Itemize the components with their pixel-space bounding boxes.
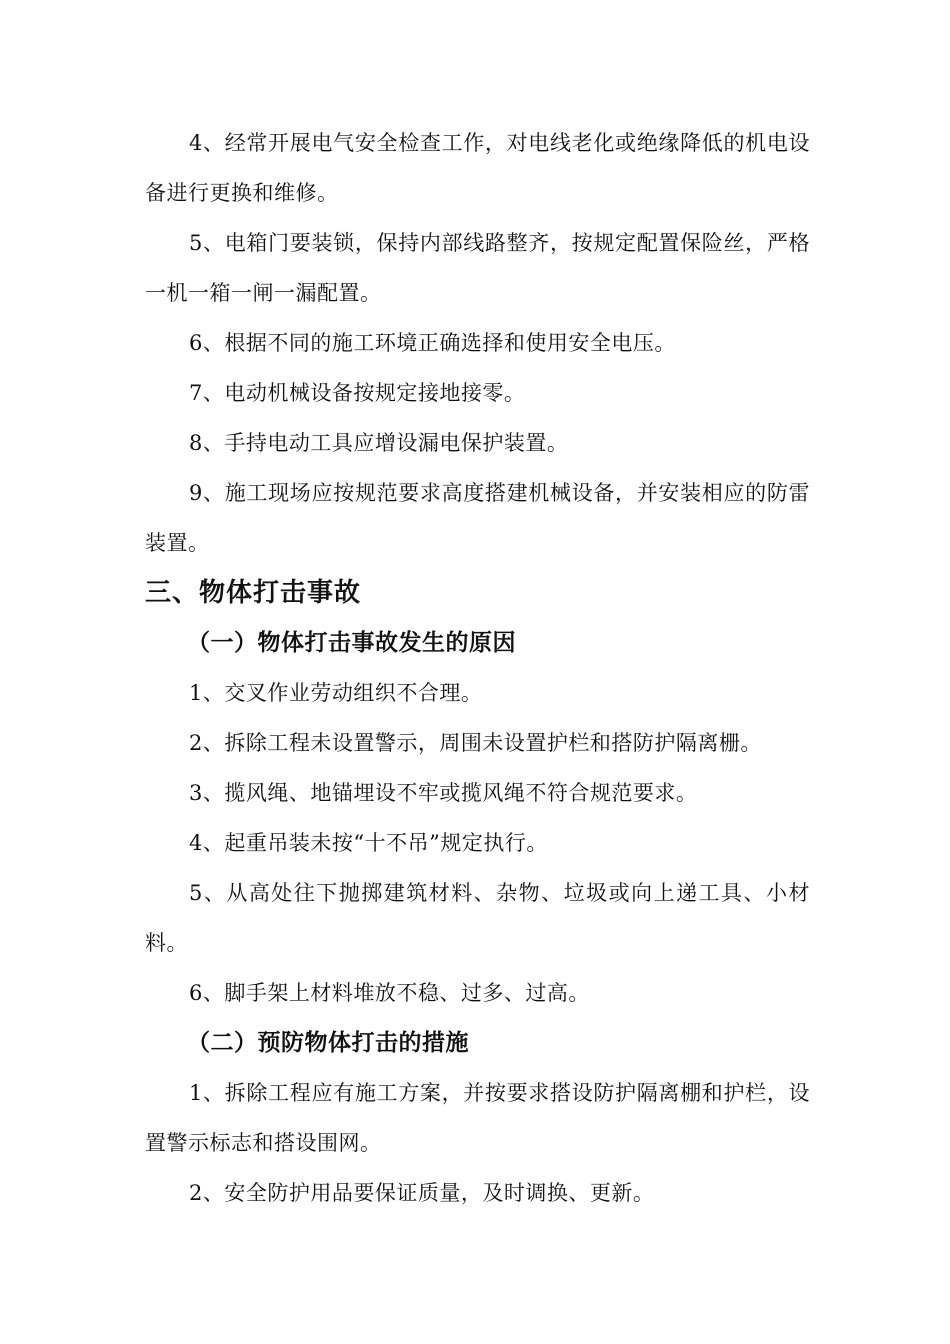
paragraph-demolition-warning: 2、拆除工程未设置警示，周围未设置护栏和搭防护隔离栅。 — [189, 731, 762, 755]
paragraph-protective-equipment: 2、安全防护用品要保证质量，及时调换、更新。 — [189, 1181, 655, 1205]
section-heading-object-strike: 三、物体打击事故 — [145, 578, 362, 608]
paragraph-leakage-protection: 8、手持电动工具应增设漏电保护装置。 — [189, 431, 569, 455]
document-body — [145, 118, 810, 1218]
paragraph-grounding: 7、电动机械设备按规定接地接零。 — [189, 381, 526, 405]
paragraph-hoisting-rules: 4、起重吊装未按“十不吊”规定执行。 — [189, 831, 548, 855]
paragraph-demolition-plan: 1、拆除工程应有施工方案，并按要求搭设防护隔离棚和护栏，设置警示标志和搭设围网。 — [145, 1081, 810, 1155]
paragraph-scaffold-stacking: 6、脚手架上材料堆放不稳、过多、过高。 — [189, 981, 590, 1005]
paragraph-cross-operation: 1、交叉作业劳动组织不合理。 — [189, 681, 483, 705]
paragraph-guy-rope: 3、揽风绳、地锚埋设不牢或揽风绳不符合规范要求。 — [189, 781, 698, 805]
subheading-prevention: （二）预防物体打击的措施 — [187, 1029, 469, 1056]
paragraph-safe-voltage: 6、根据不同的施工环境正确选择和使用安全电压。 — [189, 331, 676, 355]
paragraph-electrical-check: 4、经常开展电气安全检查工作，对电线老化或绝缘降低的机电设备进行更换和维修。 — [145, 131, 810, 205]
paragraph-throwing-materials: 5、从高处往下抛掷建筑材料、杂物、垃圾或向上递工具、小材料。 — [145, 881, 810, 955]
subheading-causes: （一）物体打击事故发生的原因 — [187, 629, 516, 656]
paragraph-electric-box-lock: 5、电箱门要装锁，保持内部线路整齐，按规定配置保险丝，严格一机一箱一闸一漏配置。 — [145, 231, 810, 305]
paragraph-lightning-protection: 9、施工现场应按规范要求高度搭建机械设备，并安装相应的防雷装置。 — [145, 481, 810, 555]
